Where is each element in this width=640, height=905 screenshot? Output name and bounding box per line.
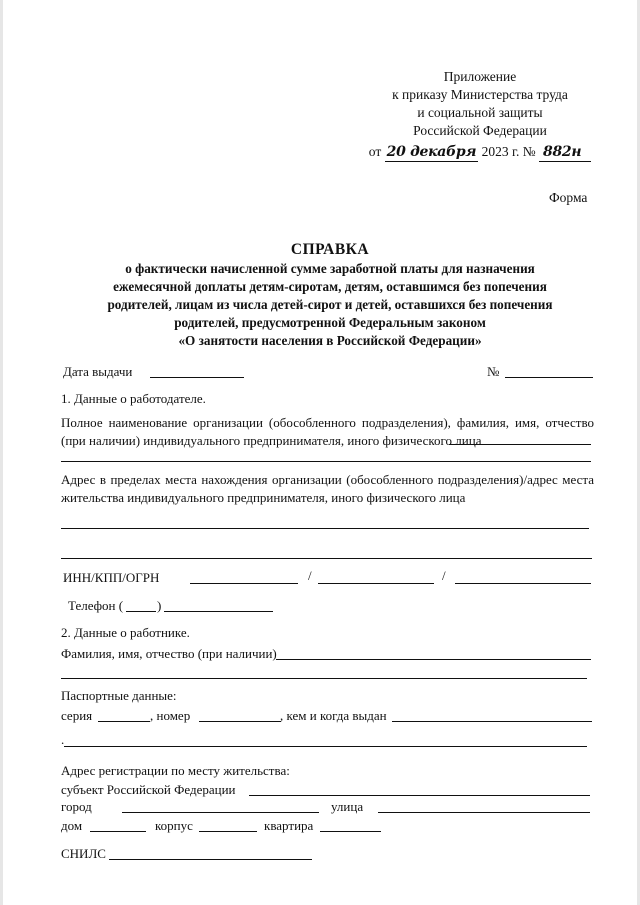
phone-number-field[interactable] <box>164 611 273 612</box>
employer-address-label <box>61 471 594 507</box>
building-label: корпус <box>155 818 193 833</box>
passport-label: Паспортные данные: <box>61 688 177 703</box>
title-heading: СПРАВКА <box>290 241 370 258</box>
employer-address-field-line-1[interactable] <box>61 528 589 529</box>
order-number-handwritten: 882н <box>539 143 591 162</box>
house-label: дом <box>61 818 83 833</box>
passport-series-label: серия <box>61 708 93 723</box>
inn-separator-1: / <box>308 568 312 583</box>
title-line-1: о фактически начисленной сумме заработной платы для назначения <box>125 261 535 276</box>
passport-issued-field[interactable] <box>392 721 592 722</box>
employee-fio-label: Фамилия, имя, отчество (при наличии) <box>61 646 277 661</box>
title-line-5: «О занятости населения в Российской Федерации» <box>178 333 482 348</box>
passport-issued-dot: . <box>61 732 65 747</box>
inn-kpp-ogrn-label: ИНН/КПП/ОГРН <box>63 570 160 585</box>
ogrn-field[interactable] <box>455 583 591 584</box>
order-reference <box>340 143 620 162</box>
employer-address-field-line-2[interactable] <box>61 558 592 559</box>
apartment-field[interactable] <box>320 831 381 832</box>
certificate-number-field[interactable] <box>505 377 593 378</box>
issue-date-label: Дата выдачи <box>63 364 133 379</box>
city-label: город <box>61 799 92 814</box>
appendix-block <box>340 68 620 162</box>
appendix-line-3: и социальной защиты <box>417 105 543 120</box>
appendix-line-1: Приложение <box>443 69 517 84</box>
issue-date-field[interactable] <box>150 377 244 378</box>
employer-name-field-line-2[interactable] <box>61 461 591 462</box>
kpp-field[interactable] <box>318 583 434 584</box>
city-field[interactable] <box>122 812 319 813</box>
passport-number-field[interactable] <box>199 721 281 722</box>
phone-close-paren: ) <box>157 598 162 613</box>
street-field[interactable] <box>378 812 590 813</box>
title-line-4: родителей, предусмотренной Федеральным законом <box>174 315 486 330</box>
inn-separator-2: / <box>442 568 446 583</box>
passport-issued-label: , кем и когда выдан <box>280 708 387 723</box>
employee-section-heading: 2. Данные о работнике. <box>61 625 190 640</box>
document-title <box>40 240 620 350</box>
building-field[interactable] <box>199 831 257 832</box>
passport-issued-field-line-2[interactable] <box>64 746 587 747</box>
inn-field[interactable] <box>190 583 298 584</box>
snils-label: СНИЛС <box>61 846 106 861</box>
order-year: 2023 г. № <box>481 144 536 159</box>
passport-series-field[interactable] <box>98 721 150 722</box>
employer-section-heading: 1. Данные о работодателе. <box>61 391 206 406</box>
order-date-handwritten: 20 декабря <box>386 144 477 160</box>
employee-fio-field[interactable] <box>276 659 591 660</box>
employer-name-field[interactable] <box>449 444 591 445</box>
appendix-line-2: к приказу Министерства труда <box>392 87 568 102</box>
employee-fio-field-line-2[interactable] <box>61 678 587 679</box>
reg-address-label: Адрес регистрации по месту жительства: <box>61 763 290 778</box>
order-prefix: от <box>368 144 382 159</box>
subject-field[interactable] <box>249 795 590 796</box>
form-label: Форма <box>549 190 588 205</box>
phone-label: Телефон ( <box>68 598 124 613</box>
title-line-3: родителей, лицам из числа детей-сирот и детей, оставшихся без попечения <box>107 297 553 312</box>
passport-number-label: , номер <box>150 708 191 723</box>
employer-address-label-text: Адрес в пределах места нахождения организации (обособленного подразделения)/адрес места жительства индивидуального предпринимателя, иного физического лица <box>61 472 594 505</box>
apartment-label: квартира <box>264 818 314 833</box>
house-field[interactable] <box>90 831 146 832</box>
title-line-2: ежемесячной доплаты детям-сиротам, детям, оставшимся без попечения <box>113 279 547 294</box>
number-label: № <box>487 364 500 379</box>
street-label: улица <box>331 799 364 814</box>
snils-field[interactable] <box>109 859 312 860</box>
appendix-line-4: Российской Федерации <box>413 123 547 138</box>
subject-label: субъект Российской Федерации <box>61 782 236 797</box>
employer-name-label-text: Полное наименование организации (обособленного подразделения), фамилия, имя, отчество (при наличии) индивидуального предпринимателя, иного физического лица <box>61 415 594 448</box>
phone-code-field[interactable] <box>126 611 156 612</box>
scan-left-edge <box>0 0 3 905</box>
